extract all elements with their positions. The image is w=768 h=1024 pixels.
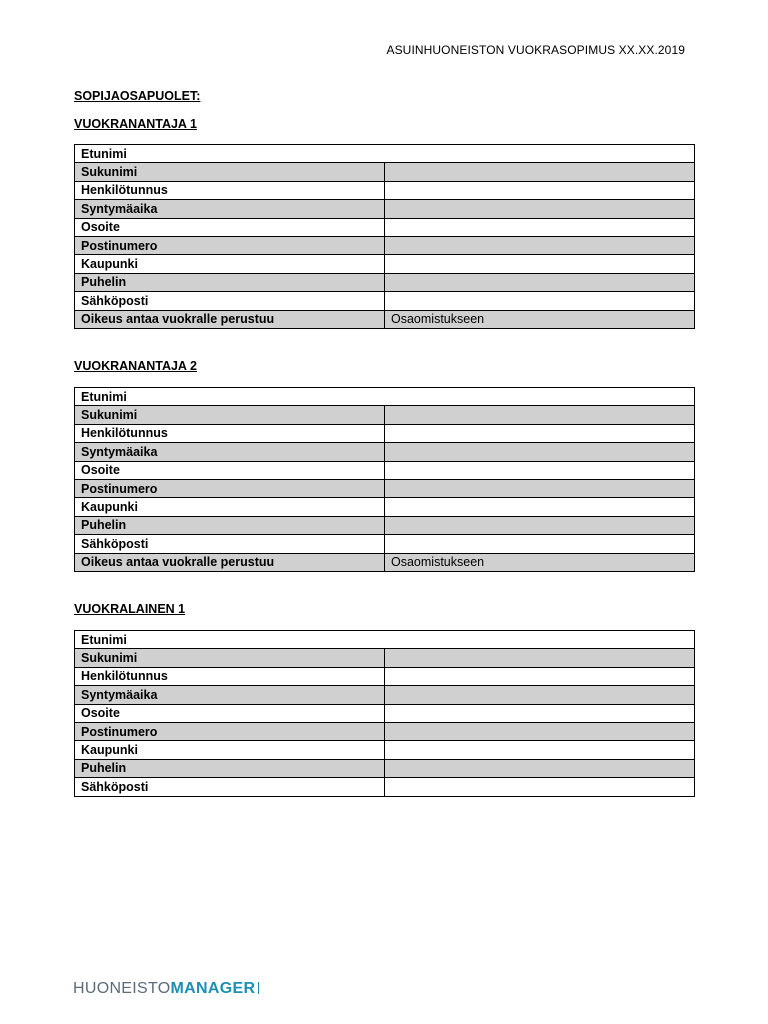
- row-value[interactable]: [385, 516, 695, 534]
- row-value[interactable]: [385, 443, 695, 461]
- table-row: [75, 163, 695, 181]
- row-value[interactable]: [385, 479, 695, 497]
- table-row: [75, 778, 695, 796]
- first-name-label: Etunimi: [75, 388, 695, 406]
- row-value[interactable]: [385, 200, 695, 218]
- row-value[interactable]: [385, 424, 695, 442]
- table-row: [75, 255, 695, 273]
- table-row: [75, 535, 695, 553]
- parties-heading: SOPIJAOSAPUOLET:: [74, 89, 201, 103]
- row-value[interactable]: [385, 181, 695, 199]
- section-heading-landlord-2: VUOKRANANTAJA 2: [74, 359, 197, 373]
- table-row: [75, 704, 695, 722]
- table-row: [75, 667, 695, 685]
- table-row: [75, 741, 695, 759]
- row-value[interactable]: [385, 759, 695, 777]
- row-label: Osoite: [75, 704, 385, 722]
- row-value[interactable]: [385, 704, 695, 722]
- row-label: Puhelin: [75, 273, 385, 291]
- row-value[interactable]: [385, 163, 695, 181]
- row-value[interactable]: [385, 255, 695, 273]
- table-row: [75, 218, 695, 236]
- row-label: Postinumero: [75, 722, 385, 740]
- row-value[interactable]: [385, 406, 695, 424]
- table-row: [75, 424, 695, 442]
- row-label: Henkilötunnus: [75, 667, 385, 685]
- row-value[interactable]: Osaomistukseen: [385, 310, 695, 328]
- row-value[interactable]: [385, 649, 695, 667]
- table-row: [75, 292, 695, 310]
- logo-text-light: HUONEISTO: [73, 980, 171, 997]
- table-row: [75, 310, 695, 328]
- row-value[interactable]: [385, 667, 695, 685]
- landlord-2-table: [74, 387, 695, 572]
- row-label: Postinumero: [75, 236, 385, 254]
- row-label: Syntymäaika: [75, 443, 385, 461]
- row-label: Postinumero: [75, 479, 385, 497]
- row-label: Puhelin: [75, 516, 385, 534]
- row-label: Oikeus antaa vuokralle perustuu: [75, 310, 385, 328]
- row-label: Kaupunki: [75, 498, 385, 516]
- table-row: [75, 273, 695, 291]
- row-label: Puhelin: [75, 759, 385, 777]
- row-value[interactable]: [385, 778, 695, 796]
- logo-text-strong: MANAGER: [170, 980, 256, 997]
- table-row: [75, 388, 695, 406]
- row-label: Henkilötunnus: [75, 424, 385, 442]
- row-label: Henkilötunnus: [75, 181, 385, 199]
- row-value[interactable]: [385, 292, 695, 310]
- row-value[interactable]: [385, 273, 695, 291]
- row-value[interactable]: [385, 741, 695, 759]
- table-row: [75, 553, 695, 571]
- table-row: [75, 649, 695, 667]
- table-row: [75, 461, 695, 479]
- landlord-1-table: [74, 144, 695, 329]
- row-value[interactable]: [385, 236, 695, 254]
- first-name-label: Etunimi: [75, 631, 695, 649]
- row-value[interactable]: [385, 722, 695, 740]
- table-row: [75, 181, 695, 199]
- table-row: [75, 236, 695, 254]
- row-value[interactable]: [385, 686, 695, 704]
- row-label: Sukunimi: [75, 163, 385, 181]
- row-label: Kaupunki: [75, 255, 385, 273]
- row-value[interactable]: [385, 218, 695, 236]
- first-name-label: Etunimi: [75, 145, 695, 163]
- tenant-1-table: [74, 630, 695, 797]
- row-label: Sähköposti: [75, 535, 385, 553]
- section-heading-landlord-1: VUOKRANANTAJA 1: [74, 117, 197, 131]
- table-row: [75, 759, 695, 777]
- table-row: [75, 406, 695, 424]
- table-row: [75, 443, 695, 461]
- logo-bar-icon: [258, 982, 259, 994]
- table-row: [75, 686, 695, 704]
- row-value[interactable]: [385, 461, 695, 479]
- section-heading-tenant-1: VUOKRALAINEN 1: [74, 602, 186, 616]
- document-title: ASUINHUONEISTON VUOKRASOPIMUS XX.XX.2019: [386, 43, 685, 57]
- row-label: Syntymäaika: [75, 686, 385, 704]
- table-row: [75, 516, 695, 534]
- table-row: [75, 200, 695, 218]
- huoneistomanager-logo: [73, 980, 259, 998]
- row-label: Sukunimi: [75, 406, 385, 424]
- table-row: [75, 145, 695, 163]
- row-value[interactable]: [385, 535, 695, 553]
- row-label: Sukunimi: [75, 649, 385, 667]
- row-label: Oikeus antaa vuokralle perustuu: [75, 553, 385, 571]
- row-label: Sähköposti: [75, 778, 385, 796]
- row-label: Osoite: [75, 461, 385, 479]
- table-row: [75, 631, 695, 649]
- table-row: [75, 498, 695, 516]
- row-label: Sähköposti: [75, 292, 385, 310]
- row-value[interactable]: [385, 498, 695, 516]
- row-label: Osoite: [75, 218, 385, 236]
- row-label: Syntymäaika: [75, 200, 385, 218]
- table-row: [75, 722, 695, 740]
- row-label: Kaupunki: [75, 741, 385, 759]
- row-value[interactable]: Osaomistukseen: [385, 553, 695, 571]
- table-row: [75, 479, 695, 497]
